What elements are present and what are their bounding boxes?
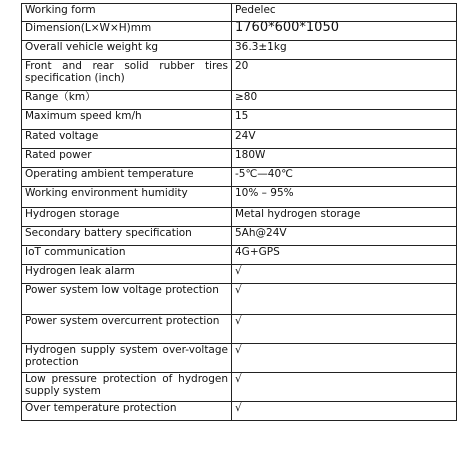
row-label: Power system overcurrent protection — [22, 315, 232, 344]
table-row — [22, 265, 457, 284]
row-value: √ — [232, 344, 457, 373]
row-label: Hydrogen supply system over-voltage protection — [22, 344, 232, 373]
table-row — [22, 208, 457, 227]
row-label: Operating ambient temperature — [22, 168, 232, 187]
table-row — [22, 110, 457, 130]
table-row — [22, 149, 457, 168]
row-value: √ — [232, 402, 457, 421]
table-row — [22, 22, 457, 41]
row-value: 5Ah@24V — [232, 227, 457, 246]
table-row — [22, 91, 457, 110]
row-label: Range（km） — [22, 91, 232, 110]
row-label: IoT communication — [22, 246, 232, 265]
row-label: Hydrogen storage — [22, 208, 232, 227]
row-value: √ — [232, 284, 457, 315]
row-value: ≥80 — [232, 91, 457, 110]
table-row — [22, 373, 457, 402]
table-row — [22, 187, 457, 208]
row-value: -5℃—40℃ — [232, 168, 457, 187]
row-value: 4G+GPS — [232, 246, 457, 265]
table-row — [22, 344, 457, 373]
row-value: Pedelec — [232, 4, 457, 22]
table-row — [22, 227, 457, 246]
row-value: 1760*600*1050 — [232, 22, 457, 41]
table-row — [22, 168, 457, 187]
row-label: Rated power — [22, 149, 232, 168]
row-value: √ — [232, 315, 457, 344]
table-row — [22, 60, 457, 91]
table-row — [22, 315, 457, 344]
row-value: 10% – 95% — [232, 187, 457, 208]
row-value: 36.3±1kg — [232, 41, 457, 60]
row-label: Working environment humidity — [22, 187, 232, 208]
row-label: Over temperature protection — [22, 402, 232, 421]
table-row — [22, 130, 457, 149]
row-value: Metal hydrogen storage — [232, 208, 457, 227]
table-row — [22, 246, 457, 265]
row-label: Front and rear solid rubber tires specification (inch) — [22, 60, 232, 91]
row-value: √ — [232, 265, 457, 284]
row-label: Hydrogen leak alarm — [22, 265, 232, 284]
row-label: Rated voltage — [22, 130, 232, 149]
row-label: Dimension(L×W×H)mm — [22, 22, 232, 41]
row-value: 24V — [232, 130, 457, 149]
row-label: Maximum speed km/h — [22, 110, 232, 130]
row-label: Overall vehicle weight kg — [22, 41, 232, 60]
row-label: Low pressure protection of hydrogen supply system — [22, 373, 232, 402]
row-label: Power system low voltage protection — [22, 284, 232, 315]
row-value: 15 — [232, 110, 457, 130]
table-row — [22, 284, 457, 315]
row-label: Secondary battery specification — [22, 227, 232, 246]
table-row — [22, 41, 457, 60]
row-value: 180W — [232, 149, 457, 168]
row-value: 20 — [232, 60, 457, 91]
table-row — [22, 4, 457, 22]
table-row — [22, 402, 457, 421]
row-label: Working form — [22, 4, 232, 22]
row-value: √ — [232, 373, 457, 402]
spec-table — [21, 3, 457, 421]
